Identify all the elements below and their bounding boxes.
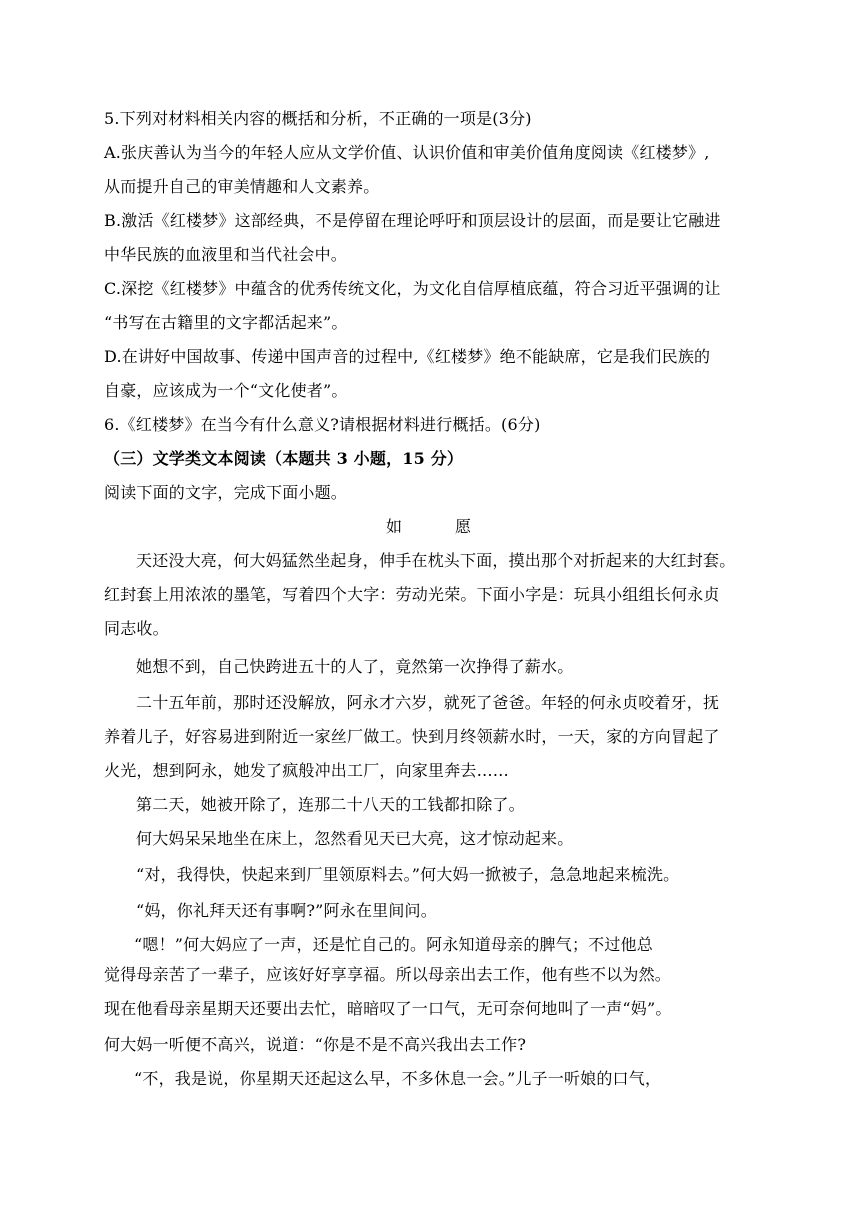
story-p4: 第二天，她被开除了，连那二十八天的工钱都扣除了。 (136, 795, 525, 814)
story-p8-line-3: 现在他看母亲星期天还要出去忙，暗暗叹了一口气，无可奈何地叫了一声“妈”。 (104, 999, 672, 1018)
story-p3-line-1: 二十五年前，那时还没解放，阿永才六岁，就死了爸爸。年轻的何永贞咬着牙，抚 (136, 693, 720, 712)
option-d-line-1: D.在讲好中国故事、传递中国声音的过程中,《红楼梦》绝不能缺席，它是我们民族的 (104, 347, 711, 366)
story-p8-line-1: “嗯！”何大妈应了一声，还是忙自己的。阿永知道母亲的脾气；不过他总 (134, 935, 653, 954)
story-p6: “对，我得快，快起来到厂里领原料去。”何大妈一掀被子，急急地起来梳洗。 (136, 865, 680, 884)
option-c-line-1: C.深挖《红楼梦》中蕴含的优秀传统文化，为文化自信厚植底蕴，符合习近平强调的让 (104, 279, 721, 298)
story-title-char-2: 愿 (455, 517, 472, 536)
section-3-instruction: 阅读下面的文字，完成下面小题。 (104, 483, 348, 502)
story-p10: “不，我是说，你星期天还起这么早，不多休息一会。”儿子一听娘的口气， (134, 1069, 662, 1088)
story-p2: 她想不到，自己快跨进五十的人了，竟然第一次挣得了薪水。 (136, 657, 574, 676)
story-title-char-1: 如 (386, 517, 403, 536)
story-p3-line-2: 养着儿子，好容易进到附近一家丝厂做工。快到月终领薪水时，一天，家的方向冒起了 (104, 727, 720, 746)
option-b-line-2: 中华民族的血液里和当代社会中。 (104, 245, 348, 264)
story-p8-line-2: 觉得母亲苦了一辈子，应该好好享享福。所以母亲出去工作，他有些不以为然。 (104, 965, 672, 984)
option-a-line-1: A.张庆善认为当今的年轻人应从文学价值、认识价值和审美价值角度阅读《红楼梦》, (104, 143, 710, 162)
story-p5: 何大妈呆呆地坐在床上，忽然看见天已大亮，这才惊动起来。 (136, 829, 574, 848)
question-6-stem: 6.《红楼梦》在当今有什么意义?请根据材料进行概括。(6分) (104, 415, 541, 434)
section-3-heading: （三）文学类文本阅读（本题共 3 小题，15 分） (104, 449, 464, 468)
option-b-line-1: B.激活《红楼梦》这部经典，不是停留在理论呼吁和顶层设计的层面，而是要让它融进 (104, 211, 721, 230)
question-5-stem: 5.下列对材料相关内容的概括和分析，不正确的一项是(3分) (104, 109, 532, 128)
story-p1-line-2: 红封套上用浓浓的墨笔，写着四个大字：劳动光荣。下面小字是：玩具小组组长何永贞 (104, 585, 720, 604)
option-a-line-2: 从而提升自己的审美情趣和人文素养。 (104, 177, 380, 196)
story-p7: “妈，你礼拜天还有事啊?”阿永在里间问。 (136, 901, 437, 920)
story-p1-line-1: 天还没大亮，何大妈猛然坐起身，伸手在枕头下面，摸出那个对折起来的大红封套。 (136, 551, 736, 570)
option-c-line-2: “书写在古籍里的文字都活起来”。 (104, 313, 348, 332)
option-d-line-2: 自豪，应该成为一个“文化使者”。 (104, 381, 348, 400)
story-p3-line-3: 火光，想到阿永，她发了疯般冲出工厂，向家里奔去…… (104, 761, 510, 780)
story-p9: 何大妈一听便不高兴，说道：“你是不是不高兴我出去工作? (104, 1035, 527, 1054)
story-p1-line-3: 同志收。 (104, 619, 169, 638)
